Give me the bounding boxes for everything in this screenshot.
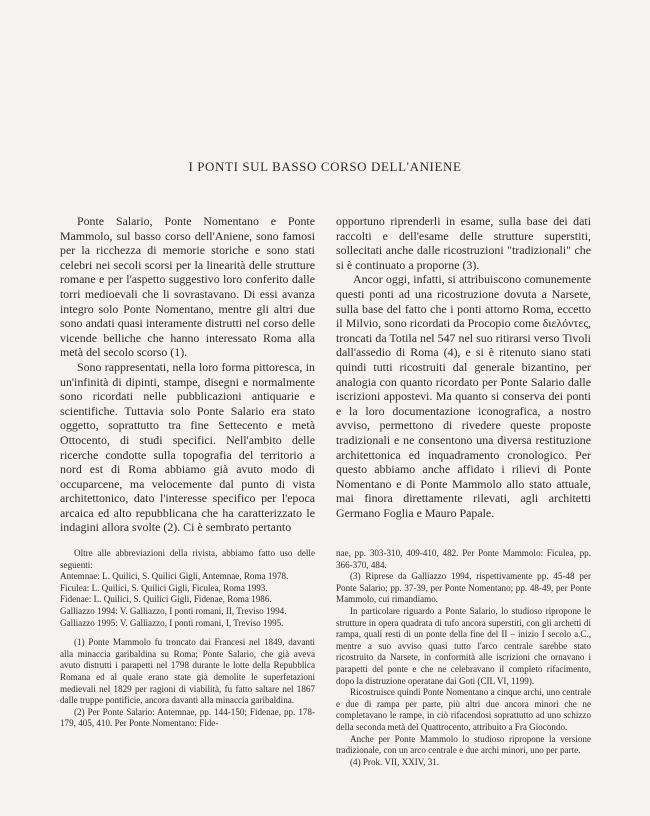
abbreviation-entry: Antemnae: L. Quilici, S. Quilici Gigli, Antemnae, Roma 1978. xyxy=(60,571,289,582)
footnote: Ricostruisce quindi Ponte Nomentano a cinque archi, uno centrale e due di rampa per parte, più altri due ancora minori che ne completavano le rampe, in ciò rifacendosi soprattutto ad uno schizzo della seconda metà del Quattrocento, attribuito a Fra Giocondo. xyxy=(336,687,591,732)
footnote: (1) Ponte Mammolo fu troncato dai Francesi nel 1849, davanti alla minaccia garibaldina su Roma; Ponte Salario, che già aveva avuto distrutti i parapetti nel 1798 durante le lotte della Repubblica Romana ed al quale erano state già demolite le superfetazioni medievali nel 1829 per ragioni di viabilità, fu fatto saltare nel 1867 dalle truppe pontificie, ancora davanti alla minaccia garibaldina. xyxy=(60,637,315,706)
footnote: (3) Riprese da Galliazzo 1994, rispettivamente pp. 45-48 per Ponte Salario; pp. 37-39, per Ponte Nomentano; pp. 48-49, per Ponte Mammolo, cui rimandiamo. xyxy=(336,571,591,605)
body-column-left xyxy=(60,214,315,535)
footnote: In particolare riguardo a Ponte Salario, lo studioso ripropone le strutture in opera quadrata di tufo ancora superstiti, con gli archetti di rampa, quali resti di un ponte della fine del II – inizio I secolo a.C., mentre a suo avviso quasi tutto l'arco centrale sarebbe stato ricostruito da Narsete, in conformità alle iscrizioni che ornavano i parapetti del ponte e che ne celebravano il completo rifacimento, dopo la distruzione operatane dai Goti (CIL VI, 1199). xyxy=(336,605,591,686)
paragraph: Sono rappresentati, nella loro forma pittoresca, in un'infinità di dipinti, stampe, disegni e normalmente sono ricordati nelle pubblicazioni antiquarie e scientifiche. Tuttavia solo Ponte Salario era stato oggetto, soprattutto tra fine Settecento e metà Ottocento, di studi specifici. Nell'ambito delle ricerche condotte sulla topografia del territorio a nord est di Roma abbiamo già avuto modo di occuparcene, ma velocemente dal punto di vista architettonico, dato l'interesse specifico per l'epoca arcaica ed alto repubblicana che ha caratterizzato le indagini allora svolte (2). Ci è sembrato pertanto xyxy=(60,359,315,535)
article-title: I PONTI SUL BASSO CORSO DELL'ANIENE xyxy=(188,159,462,174)
abbreviation-entry: Galliazzo 1995: V. Galliazzo, I ponti romani, I, Treviso 1995. xyxy=(60,617,284,628)
footnote: (2) Per Ponte Salario: Antemnae, pp. 144-150; Fidenae, pp. 178-179, 405, 410. Per Ponte Nomentano: Fide- xyxy=(60,706,315,729)
body-column-right xyxy=(336,214,591,520)
footnotes-left xyxy=(60,548,315,730)
paragraph: Ancor oggi, infatti, si attribuiscono comunemente questi ponti ad una ricostruzione dovuta a Narsete, sulla base del fatto che i ponti attorno Roma, eccetto il Milvio, sono ricordati da Procopio come διελόντες, troncati da Totila nel 547 nel suo ritirarsi verso Tivoli dall'assedio di Roma (4), e si è ritenuto siano stati quindi tutti ricostruiti dal generale bizantino, per analogia con quanto ricordato per Ponte Salario dalle iscrizioni appostevi. Ma quanto si conserva dei ponti e la loro documentazione iconografica, a nostro avviso, permettono di rivedere queste proposte tradizionali e ne consentono una diversa restituzione architettonica ed inquadramento cronologico. Per questo abbiamo anche affidato i rilievi di Ponte Nomentano e di Ponte Mammolo allo stato attuale, mai finora direttamente rilevati, agli architetti Germano Foglia e Mauro Papale. xyxy=(336,272,591,520)
paragraph: Ponte Salario, Ponte Nomentano e Ponte Mammolo, sul basso corso dell'Aniene, sono famosi per la ricchezza di memorie storiche e sono stati celebri nei secoli scorsi per la linearità delle strutture romane e per l'aspetto suggestivo loro conferito dalle torri medioevali che li sovrastavano. Di essi avanza integro solo Ponte Nomentano, mentre gli altri due sono andati quasi interamente distrutti nel corso delle vicende belliche che hanno interessato Roma alla metà del secolo scorso (1). xyxy=(60,214,315,360)
footnotes-right xyxy=(336,548,591,768)
footnote-intro: Oltre alle abbreviazioni della rivista, abbiamo fatto uso delle seguenti: xyxy=(60,548,315,570)
footnote: nae, pp. 303-310, 409-410, 482. Per Ponte Mammolo: Ficulea, pp. 366-370, 484. xyxy=(336,548,591,570)
footnote: (4) Prok. VII, XXIV, 31. xyxy=(350,756,440,767)
paragraph: opportuno riprenderli in esame, sulla base dei dati raccolti e dell'esame delle strutture superstiti, sollecitati anche dalle ricostruzioni "tradizionali" che si è continuato a proporne (3). xyxy=(336,214,591,272)
abbreviation-entry: Fidenae: L. Quilici, S. Quilici Gigli, Fidenae, Roma 1986. xyxy=(60,594,272,605)
abbreviation-entry: Ficulea: L. Quilici, S. Quilici Gigli, Ficulea, Roma 1993. xyxy=(60,582,268,593)
abbreviation-entry: Galliazzo 1994: V. Galliazzo, I ponti romani, II, Treviso 1994. xyxy=(60,605,287,616)
footnote: Anche per Ponte Mammolo lo studioso ripropone la versione tradizionale, con un arco centrale e due archi minori, uno per parte. xyxy=(336,733,591,756)
